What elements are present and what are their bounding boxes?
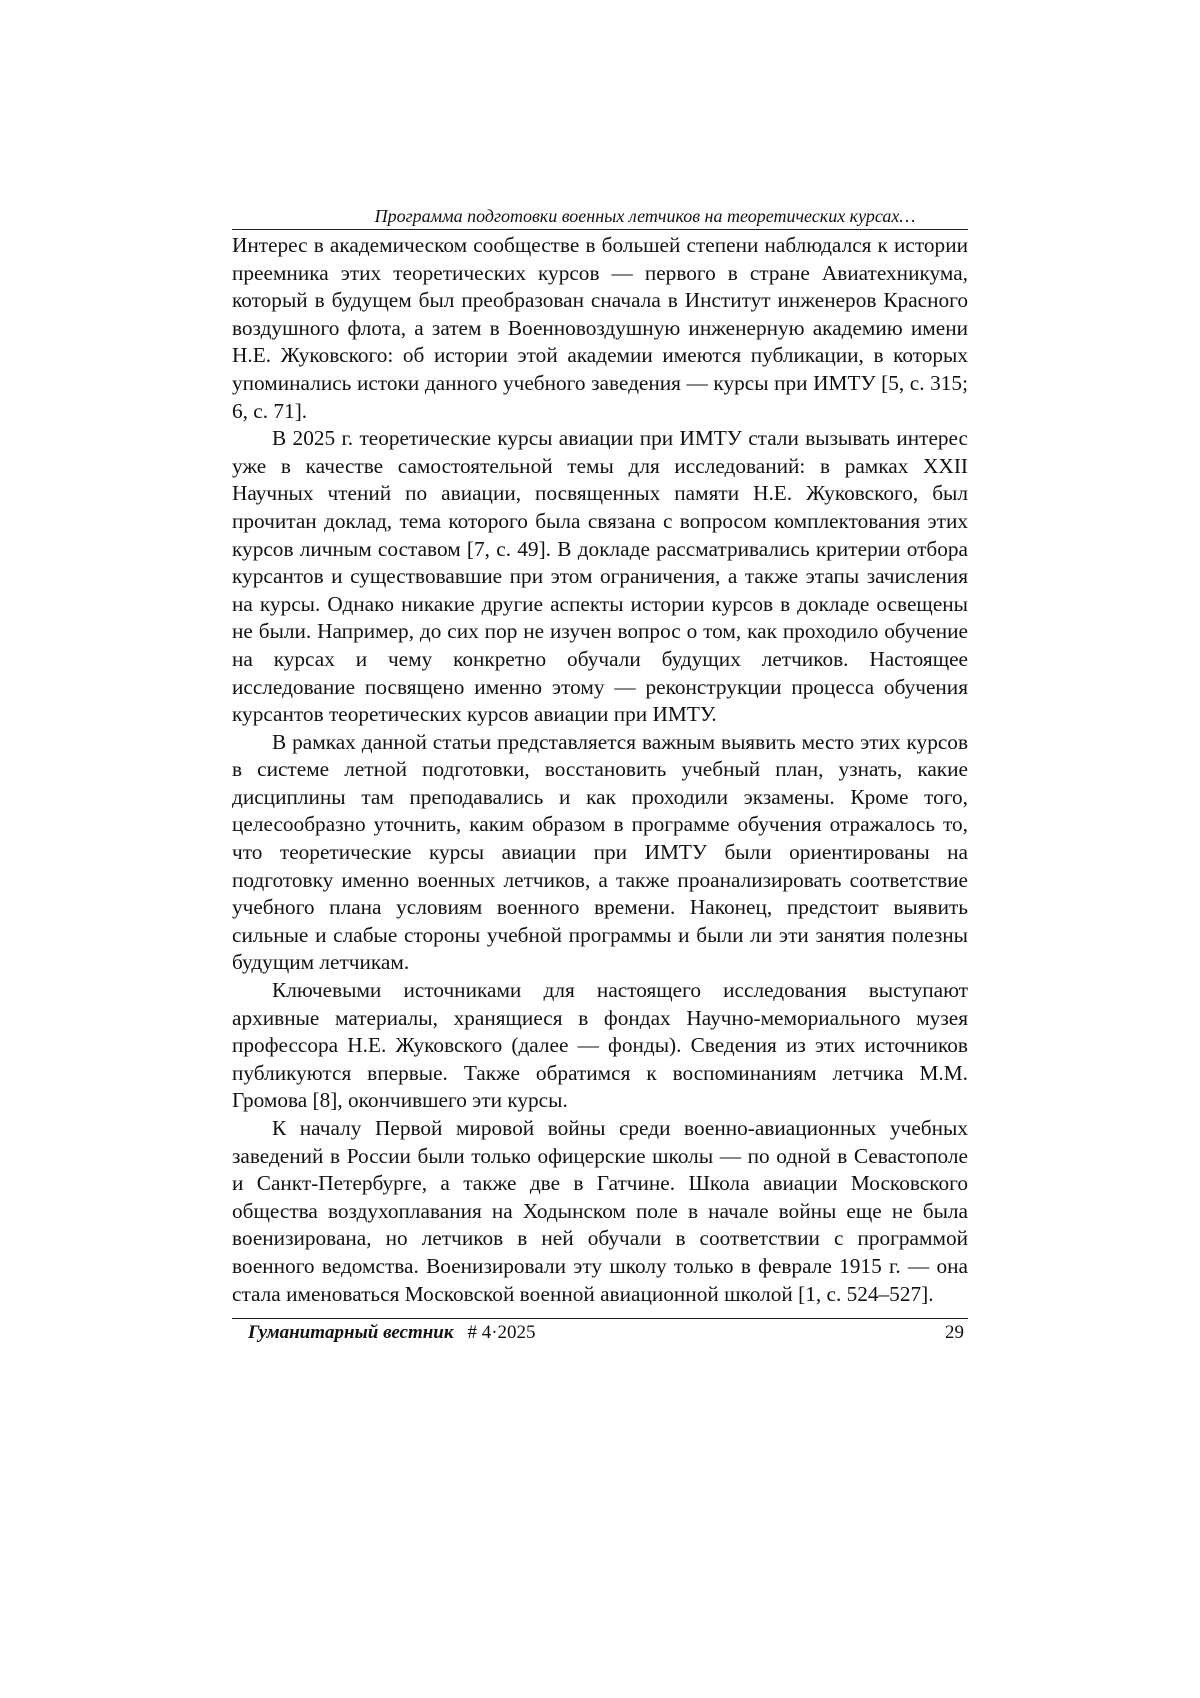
header-rule xyxy=(232,229,968,230)
issue-number: # 4·2025 xyxy=(467,1322,536,1344)
article-body xyxy=(232,232,968,1308)
paragraph: К началу Первой мировой войны среди военно-авиационных учебных заведений в России были только офицерские школы — по одной в Севастополе и Санкт-Петербурге, а также две в Гатчине. Школа авиации Московского общества воздухоплавания на Ходынском поле в начале войны еще не была военизирована, но летчиков в ней обучали в соответствии с программой военного ведомства. Военизировали эту школу только в феврале 1915 г. — она стала именоваться Московской военной авиационной школой [1, с. 524–527]. xyxy=(232,1116,968,1306)
paragraph-continued: Интерес в академическом сообществе в большей степени наблюдался к истории преемника этих теоретических курсов — первого в стране Авиатехникума, который в будущем был преобразован сначала в Институт инженеров Красного воздушного флота, а затем в Военновоздушную инженерную академию имени Н.Е. Жуковского: об истории этой академии имеются публикации, в которых упоминались истоки данного учебного заведения — курсы при ИМТУ [5, с. 315; 6, с. 71]. xyxy=(232,233,968,423)
running-title: Программа подготовки военных летчиков на теоретических курсах… xyxy=(374,206,916,226)
paragraph: В рамках данной статьи представляется важным выявить место этих курсов в системе летной подготовки, восстановить учебный план, узнать, какие дисциплины там преподавались и как проходили экзамены. Кроме того, целесообразно уточнить, каким образом в программе обучения отражалось то, что теоретические курсы авиации при ИМТУ были ориентированы на подготовку именно военных летчиков, а также проанализировать соответствие учебного плана условиям военного времени. Наконец, предстоит выявить сильные и слабые стороны учебной программы и были ли эти занятия полезны будущим летчикам. xyxy=(232,729,968,975)
page-footer xyxy=(232,1319,968,1347)
journal-page xyxy=(232,204,968,1347)
paragraph: В 2025 г. теоретические курсы авиации при ИМТУ стали вызывать интерес уже в качестве самостоятельной темы для исследований: в рамках XXII Научных чтений по авиации, посвященных памяти Н.Е. Жуковского, был прочитан доклад, тема которого была связана с вопросом комплектования этих курсов личным составом [7, с. 49]. В докладе рассматривались критерии отбора курсантов и существовавшие при этом ограничения, а также этапы зачисления на курсы. Однако никакие другие аспекты истории курсов в докладе освещены не были. Например, до сих пор не изучен вопрос о том, как проходило обучение на курсах и чему конкретно обучали будущих летчиков. Настоящее исследование посвящено именно этому — реконструкции процесса обучения курсантов теоретических курсов авиации при ИМТУ. xyxy=(232,426,968,727)
journal-title: Гуманитарный вестник xyxy=(248,1322,454,1344)
page-number: 29 xyxy=(945,1322,964,1344)
journal-info xyxy=(248,1319,536,1347)
paragraph: Ключевыми источниками для настоящего исследования выступают архивные материалы, хранящиеся в фондах Научно-мемориального музея профессора Н.Е. Жуковского (далее — фонды). Сведения из этих источников публикуются впервые. Также обратимся к воспоминаниям летчика М.М. Громова [8], окончившего эти курсы. xyxy=(232,978,968,1113)
